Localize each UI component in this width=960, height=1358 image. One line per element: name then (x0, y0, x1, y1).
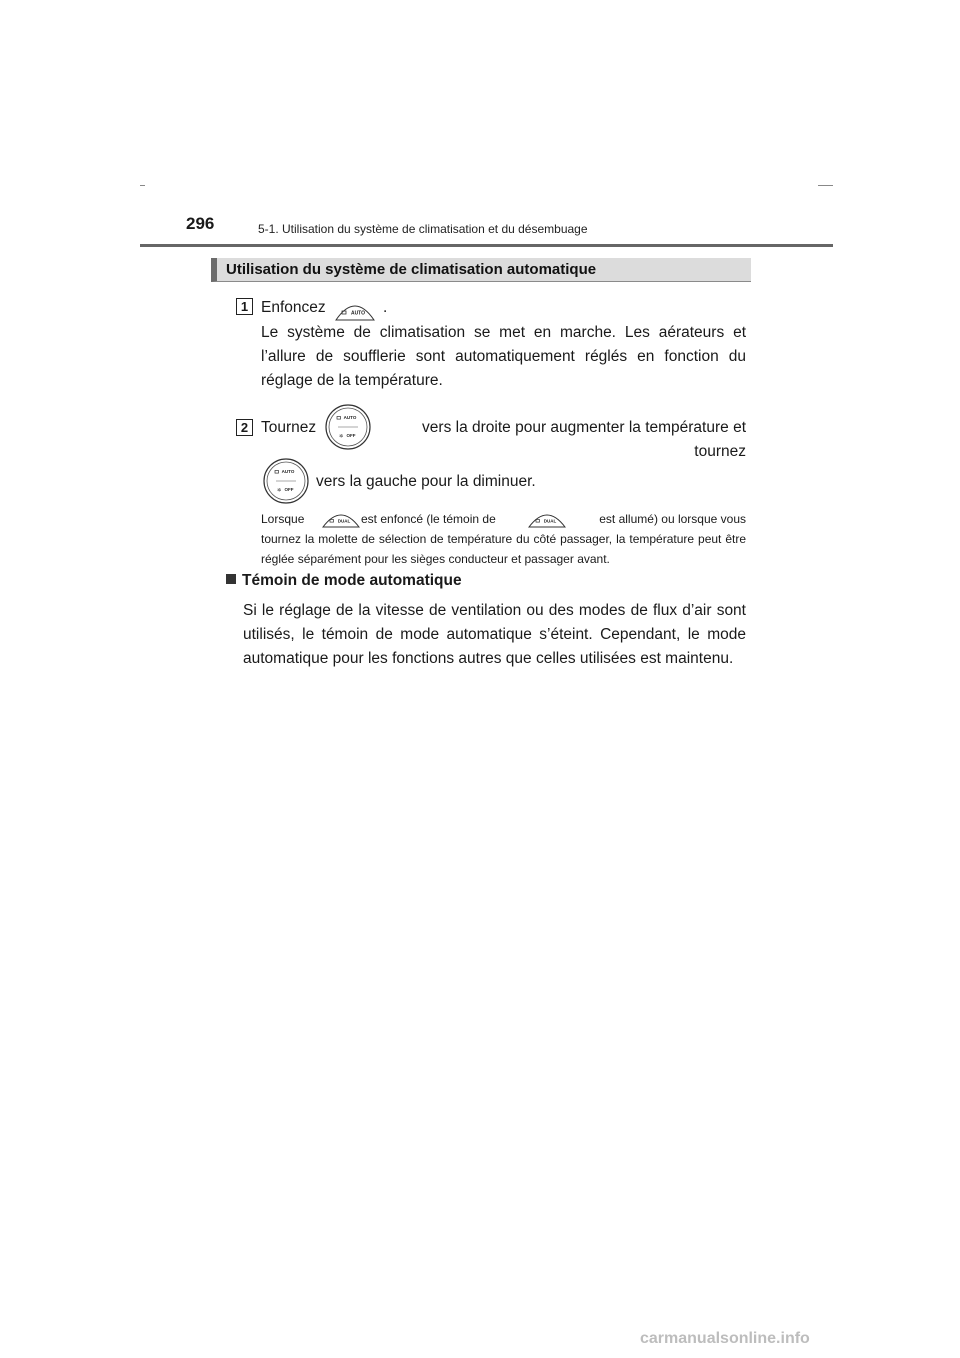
knob2-label-off: OFF (284, 487, 294, 492)
dual-button-label: DUAL (337, 518, 351, 524)
dual-button-icon (321, 507, 361, 529)
fan-glyph: ✲ (339, 433, 344, 440)
watermark: carmanualsonline.info (640, 1330, 810, 1347)
section-title: 5-1. Utilisation du système de climatisation et du désembuage (258, 222, 588, 236)
temperature-knob-icon (324, 403, 372, 451)
step1-action-before: Enfoncez (261, 299, 326, 316)
knob2-label-auto: AUTO (281, 469, 295, 474)
step-number-2: 2 (236, 419, 253, 436)
page-number: 296 (186, 214, 215, 233)
dual-indicator-label: DUAL (543, 518, 557, 524)
knob-label-auto: AUTO (343, 415, 357, 420)
step1-action-after: . (383, 299, 388, 316)
step2-text-after: vers la gauche pour la diminuer. (316, 473, 536, 490)
note-part-2: est enfoncé (le témoin de (361, 512, 496, 526)
note-part-3: est allumé) ou lorsque vous (599, 512, 746, 526)
square-bullet-icon (226, 574, 236, 584)
banner-title: Utilisation du système de climatisation automatique (226, 261, 597, 278)
crop-mark-right (818, 185, 833, 186)
dual-indicator-icon (527, 507, 567, 529)
step-number-1: 1 (236, 298, 253, 315)
note-text: tournez la molette de sélection de température du côté passager, la température peut être réglée séparément pour les sièges conducteur et passager avant. (261, 532, 746, 566)
step2-text-middle: vers la droite pour augmenter la température et tournez (422, 419, 746, 460)
step2-text-before: Tournez (261, 419, 317, 436)
step1-description: Le système de climatisation se met en marche. Les aérateurs et l’allure de soufflerie sont automatiquement réglés en fonction du réglage de la température. (261, 324, 746, 389)
fan-glyph-2: ✲ (277, 487, 282, 494)
auto-mode-heading-text: Témoin de mode automatique (242, 572, 462, 589)
knob-label-off: OFF (346, 433, 356, 438)
note-word-lorsque: Lorsque (261, 512, 305, 526)
temperature-knob-left-icon (262, 457, 310, 505)
section-banner (211, 258, 751, 282)
header-rule (140, 244, 833, 247)
auto-button-icon (334, 296, 376, 322)
auto-button-label: AUTO (350, 310, 366, 317)
crop-mark-left (140, 185, 145, 186)
auto-mode-heading (226, 572, 462, 590)
auto-mode-text: Si le réglage de la vitesse de ventilation ou des modes de flux d’air sont utilisés, le témoin de mode automatique s’éteint. Cependant, le mode automatique pour les fonctions autres que celles utilisées est maintenu. (243, 602, 746, 667)
